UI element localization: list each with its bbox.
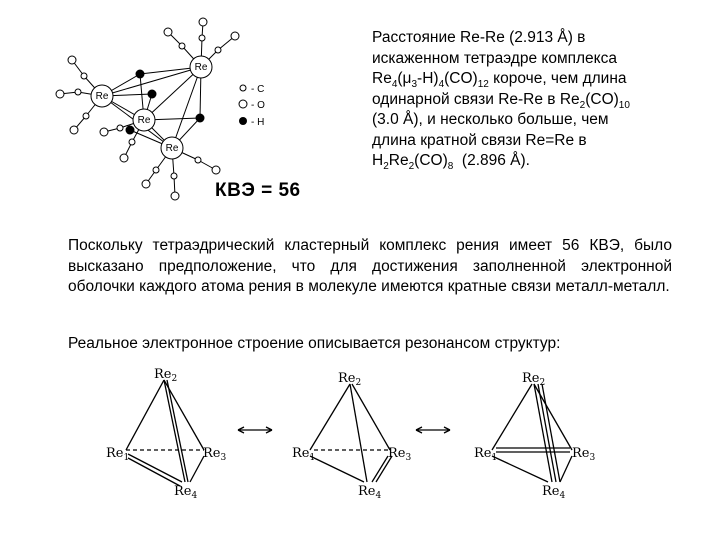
resonance-structure-1 (126, 380, 204, 486)
legend-hydrogen: - H (251, 117, 265, 128)
legend-carbon: - C (251, 84, 265, 95)
re2-label: $Re_2$ (522, 371, 546, 388)
resonance-arrow-1 (238, 427, 272, 433)
legend-oxygen: - O (251, 100, 265, 111)
text-line: искаженном тетраэдре комплекса (372, 49, 617, 67)
re-atom-label: Re (95, 91, 109, 102)
re1-label: $Re_1$ (106, 446, 130, 463)
resonance-structure-2 (310, 384, 392, 482)
text-line: $H_2Re_2(CO)_8$ (2.896 Å). (372, 152, 530, 173)
re4-label: $Re_4$ (358, 484, 382, 501)
atom-legend (239, 84, 265, 128)
resonance-paragraph: Реальное электронное строение описывается резонансом структур: (68, 335, 561, 352)
text-line: одинарной связи Re-Re в $Re_2(CO)_{10}$ (372, 90, 630, 111)
re-atom-label: Re (137, 115, 151, 126)
resonance-structures-figure (90, 360, 650, 530)
text-line: Расстояние Re-Re (2.913 Å) в (372, 29, 586, 46)
re4-label: $Re_4$ (542, 484, 566, 501)
cluster-complex-paragraph: Поскольку тетраэдрический кластерный комплекс рения имеет 56 КВЭ, было высказано предположение, что для достижения заполненной электронной оболочки каждого атома рения в молекуле имеются кратные связи металл-металл. (68, 237, 672, 295)
resonance-arrow-2 (416, 427, 450, 433)
kve-label: КВЭ = 56 (215, 180, 301, 201)
re2-label: $Re_2$ (338, 371, 362, 388)
re1-label: $Re_1$ (292, 446, 316, 463)
re3-label: $Re_3$ (203, 446, 227, 463)
re-atom-label: Re (165, 143, 179, 154)
text-line: $Re_4(\mu_3-H)_4(CO)_{12}$ короче, чем длина (372, 70, 627, 91)
re2-label: $Re_2$ (154, 367, 178, 384)
re1-label: $Re_1$ (474, 446, 498, 463)
re-distance-paragraph (372, 28, 692, 172)
re3-label: $Re_3$ (388, 446, 412, 463)
text-line: длина кратной связи Re=Re в (372, 131, 587, 149)
resonance-structure-3 (492, 384, 572, 482)
re3-label: $Re_3$ (572, 446, 596, 463)
re4-label: $Re_4$ (174, 484, 198, 501)
text-line: (3.0 Å), и несколько больше, чем (372, 111, 609, 128)
re-atom-label: Re (194, 62, 208, 73)
